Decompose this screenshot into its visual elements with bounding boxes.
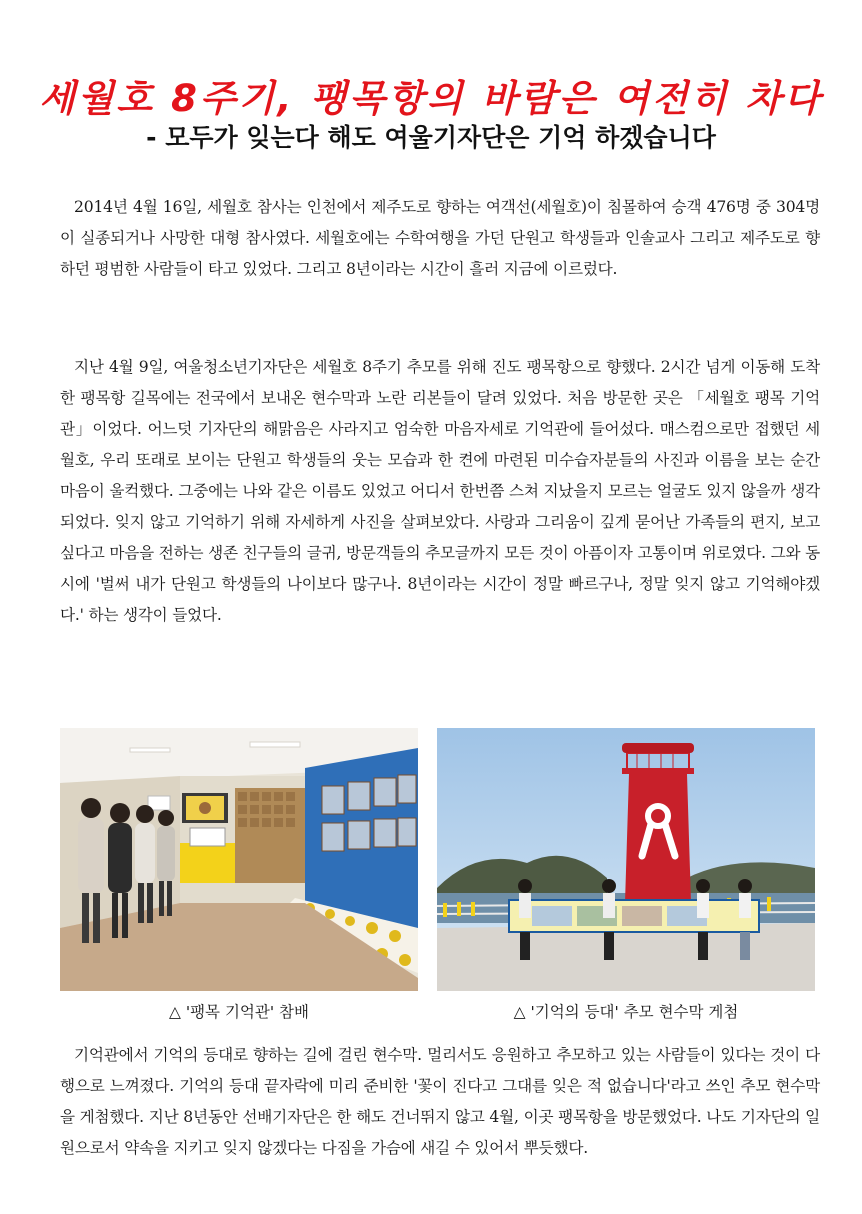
paragraph-1-text: 2014년 4월 16일, 세월호 참사는 인천에서 제주도로 향하는 여객선(세월호)이 침몰하여 승객 476명 중 304명이 실종되거나 사망한 대형 참사였다. 세월호에는 수학여행을 가던 단원고 학생들과 인솔교사 그리고 제주도로 향하던 평범한 사람들이 타고 있었다. 그리고 8년이라는 시간이 흘러 지금에 이르렀다. (60, 198, 820, 278)
paragraph-1 (60, 192, 820, 285)
memorial-hall-photo (60, 728, 418, 991)
lighthouse-banner-photo (437, 728, 815, 991)
photo-caption-lighthouse: △ '기억의 등대' 추모 현수막 게첨 (513, 1003, 739, 1021)
paragraph-2-text: 지난 4월 9일, 여울청소년기자단은 세월호 8주기 추모를 위해 진도 팽목항으로 향했다. 2시간 넘게 이동해 도착한 팽목항 길목에는 전국에서 보내온 현수막과 노란 리본들이 달려 있었다. 처음 방문한 곳은 「세월호 팽목 기억관」이었다. 어느덧 기자단의 해맑음은 사라지고 엄숙한 마음자세로 기억관에 들어섰다. 매스컴으로만 접했던 세월호, 우리 또래로 보이는 단원고 학생들의 웃는 모습과 한 켠에 마련된 미수습자분들의 사진과 이름을 보는 순간 마음이 울컥했다. 그중에는 나와 같은 이름도 있었고 어디서 한번쯤 스쳐 지났을지 모르는 얼굴도 있지 않을까 생각되었다. 잊지 않고 기억하기 위해 자세하게 사진을 살펴보았다. 사랑과 그리움이 깊게 묻어난 가족들의 편지, 보고 싶다고 마음을 전하는 생존 친구들의 글귀, 방문객들의 추모글까지 모든 것이 아픔이자 고통이며 위로였다. 그와 동시에 '벌써 내가 단원고 학생들의 나이보다 많구나. 8년이라는 시간이 정말 빠르구나, 정말 잊지 않고 기억해야겠다.' 하는 생각이 들었다. (60, 358, 820, 624)
photo-caption-memorial-hall: △ '팽목 기억관' 참배 (168, 1003, 310, 1021)
paragraph-2 (60, 352, 820, 631)
article-subtitle: - 모두가 잊는다 해도 여울기자단은 기억 하겠습니다 (146, 123, 716, 152)
paragraph-3 (60, 1040, 820, 1164)
paragraph-3-text: 기억관에서 기억의 등대로 향하는 길에 걸린 현수막. 멀리서도 응원하고 추모하고 있는 사람들이 있다는 것이 다행으로 느껴졌다. 기억의 등대 끝자락에 미리 준비한 '꽃이 진다고 그대를 잊은 적 없습니다'라고 쓰인 추모 현수막을 게첨했다. 지난 8년동안 선배기자단은 한 해도 건너뛰지 않고 4월, 이곳 팽목항을 방문했었다. 나도 기자단의 일원으로서 약속을 지키고 잊지 않겠다는 다짐을 가슴에 새길 수 있어서 뿌듯했다. (60, 1046, 820, 1157)
article-title: 세월호 8주기, 팽목항의 바람은 여전히 차다 (39, 77, 823, 120)
